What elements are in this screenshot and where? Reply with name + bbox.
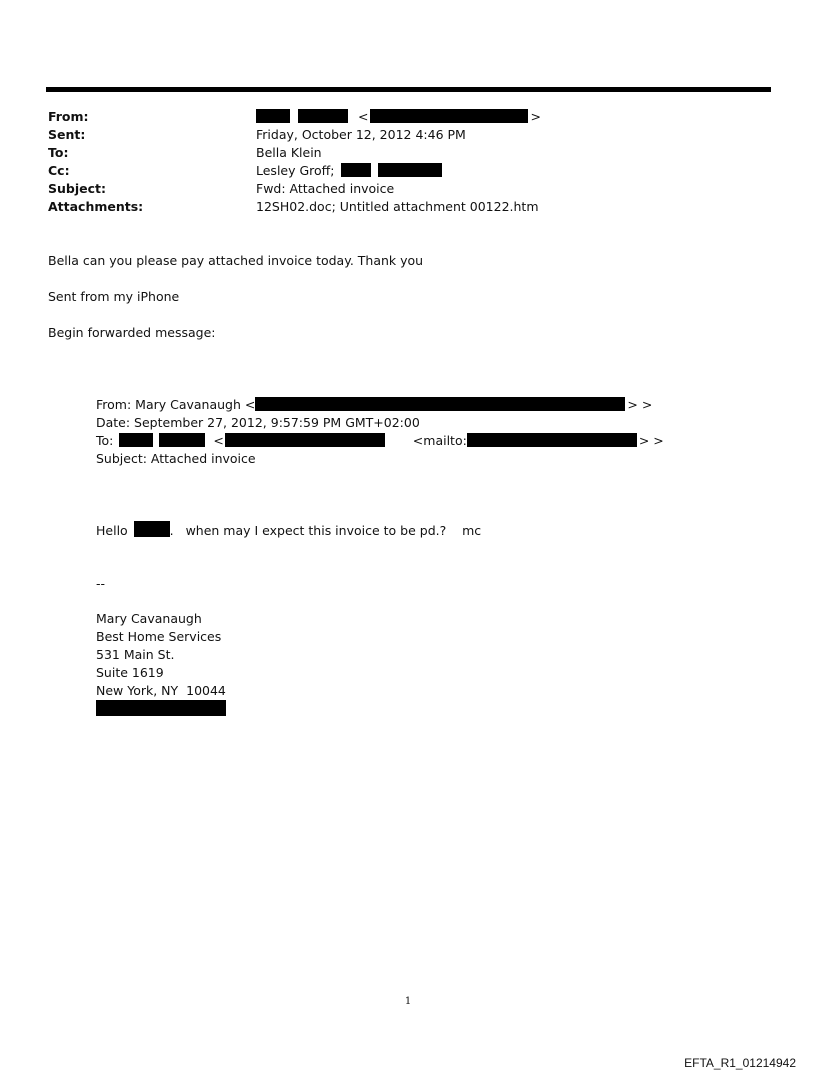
signature-separator: --	[96, 576, 106, 591]
redaction-box	[370, 109, 528, 123]
forwarded-to-lt: <	[213, 433, 224, 448]
signature-block	[96, 610, 226, 718]
redaction-box	[225, 433, 385, 447]
message-line-3: Begin forwarded message:	[48, 325, 216, 340]
message-line-2: Sent from my iPhone	[48, 289, 180, 304]
forwarded-subject-line: Subject: Attached invoice	[96, 451, 256, 466]
hello-question: . when may I expect this invoice to be pd.? mc	[169, 523, 482, 538]
signature-street: 531 Main St.	[96, 647, 175, 662]
redaction-box	[467, 433, 637, 447]
subject-label: Subject:	[48, 181, 106, 196]
forwarded-date-line: Date: September 27, 2012, 9:57:59 PM GMT+02:00	[96, 415, 420, 430]
redaction-box	[341, 163, 371, 177]
hello-text: Hello	[96, 523, 128, 538]
cc-label: Cc:	[48, 163, 70, 178]
from-value: < >	[256, 108, 541, 126]
cc-name: Lesley Groff;	[256, 163, 335, 178]
forwarded-to-mailto: <mailto:	[412, 433, 467, 448]
attachments-value: 12SH02.doc; Untitled attachment 00122.htm	[256, 199, 539, 214]
page-number: 1	[404, 996, 412, 1007]
signature-company: Best Home Services	[96, 629, 222, 644]
subject-value: Fwd: Attached invoice	[256, 181, 395, 196]
document-id: EFTA_R1_01214942	[684, 1056, 796, 1070]
sent-value: Friday, October 12, 2012 4:46 PM	[256, 127, 466, 142]
from-label: From:	[48, 109, 89, 124]
signature-name: Mary Cavanaugh	[96, 611, 202, 626]
redaction-box	[96, 700, 226, 716]
to-value: Bella Klein	[256, 145, 322, 160]
forwarded-from-suffix: > >	[627, 397, 653, 412]
forwarded-to-label: To:	[96, 433, 114, 448]
forwarded-header	[96, 396, 664, 468]
redaction-box	[134, 521, 170, 537]
signature-suite: Suite 1619	[96, 665, 164, 680]
forwarded-greeting	[96, 521, 481, 540]
cc-value	[256, 162, 442, 180]
redaction-box	[298, 109, 348, 123]
signature-city: New York, NY 10044	[96, 683, 226, 698]
redaction-box	[255, 397, 625, 411]
redaction-box	[119, 433, 153, 447]
to-label: To:	[48, 145, 69, 160]
forwarded-to-line	[96, 432, 664, 450]
sent-label: Sent:	[48, 127, 86, 142]
redaction-box	[378, 163, 442, 177]
message-line-1: Bella can you please pay attached invoice today. Thank you	[48, 253, 424, 268]
forwarded-from-line	[96, 396, 664, 414]
signature-redacted-line	[96, 700, 226, 718]
attachments-label: Attachments:	[48, 199, 144, 214]
redaction-box	[159, 433, 205, 447]
forwarded-from-text: From: Mary Cavanaugh <	[96, 397, 256, 412]
header-rule	[46, 87, 771, 92]
redaction-box	[256, 109, 290, 123]
forwarded-to-suffix: > >	[638, 433, 664, 448]
